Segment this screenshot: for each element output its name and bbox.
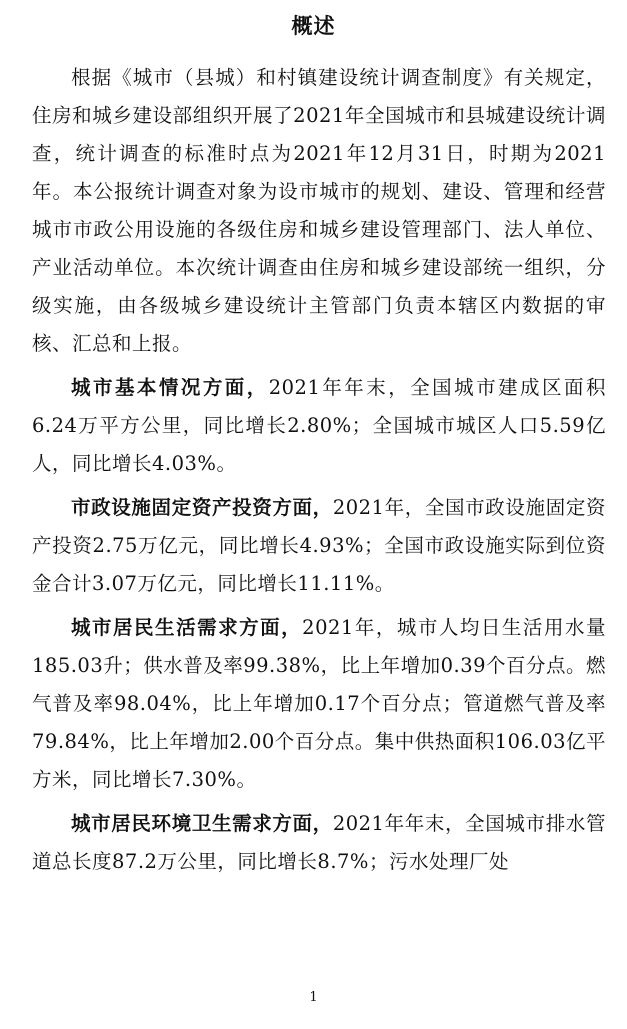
paragraph-lead: 城市居民环境卫生需求方面， — [71, 812, 333, 835]
paragraph-text: 2021年年末，全国城市排水管道总长度87.2万公里，同比增长8.7%；污水处理厂处 — [32, 812, 606, 873]
page-title: 概述 — [291, 14, 336, 38]
document-body — [32, 59, 606, 887]
paragraph-text: 2021年，全国市政设施固定资产投资2.75万亿元，同比增长4.93%；全国市政设施实际到位资金合计3.07万亿元，同比增长11.11%。 — [32, 496, 606, 595]
paragraph-sanitation — [32, 805, 606, 881]
paragraph-living-needs — [32, 609, 606, 799]
paragraph-lead: 市政设施固定资产投资方面， — [71, 496, 333, 519]
paragraph-lead: 城市居民生活需求方面， — [71, 616, 303, 639]
paragraph-lead: 城市基本情况方面， — [71, 376, 269, 399]
paragraph-intro — [32, 59, 606, 363]
paragraph-investment — [32, 489, 606, 603]
paragraph-text: 2021年，城市人均日生活用水量185.03升；供水普及率99.38%，比上年增加0.39个百分点。燃气普及率98.04%，比上年增加0.17个百分点；管道燃气普及率79.84%，比上年增加2.00个百分点。集中供热面积106.03亿平方米，同比增长7.30%。 — [32, 616, 607, 791]
paragraph-text: 根据《城市（县城）和村镇建设统计调查制度》有关规定，住房和城乡建设部组织开展了2021年全国城市和县城建设统计调查，统计调查的标准时点为2021年12月31日，时期为2021年。本公报统计调查对象为设市城市的规划、建设、管理和经营城市市政公用设施的各级住房和城乡建设管理部门、法人单位、产业活动单位。本次统计调查由住房和城乡建设部统一组织，分级实施，由各级城乡建设统计主管部门负责本辖区内数据的审核、汇总和上报。 — [32, 66, 606, 355]
paragraph-city-basics — [32, 369, 606, 483]
paragraph-text: 2021年年末，全国城市建成区面积6.24万平方公里，同比增长2.80%；全国城市城区人口5.59亿人，同比增长4.03%。 — [32, 376, 606, 475]
page-number: 1 — [309, 990, 318, 1005]
